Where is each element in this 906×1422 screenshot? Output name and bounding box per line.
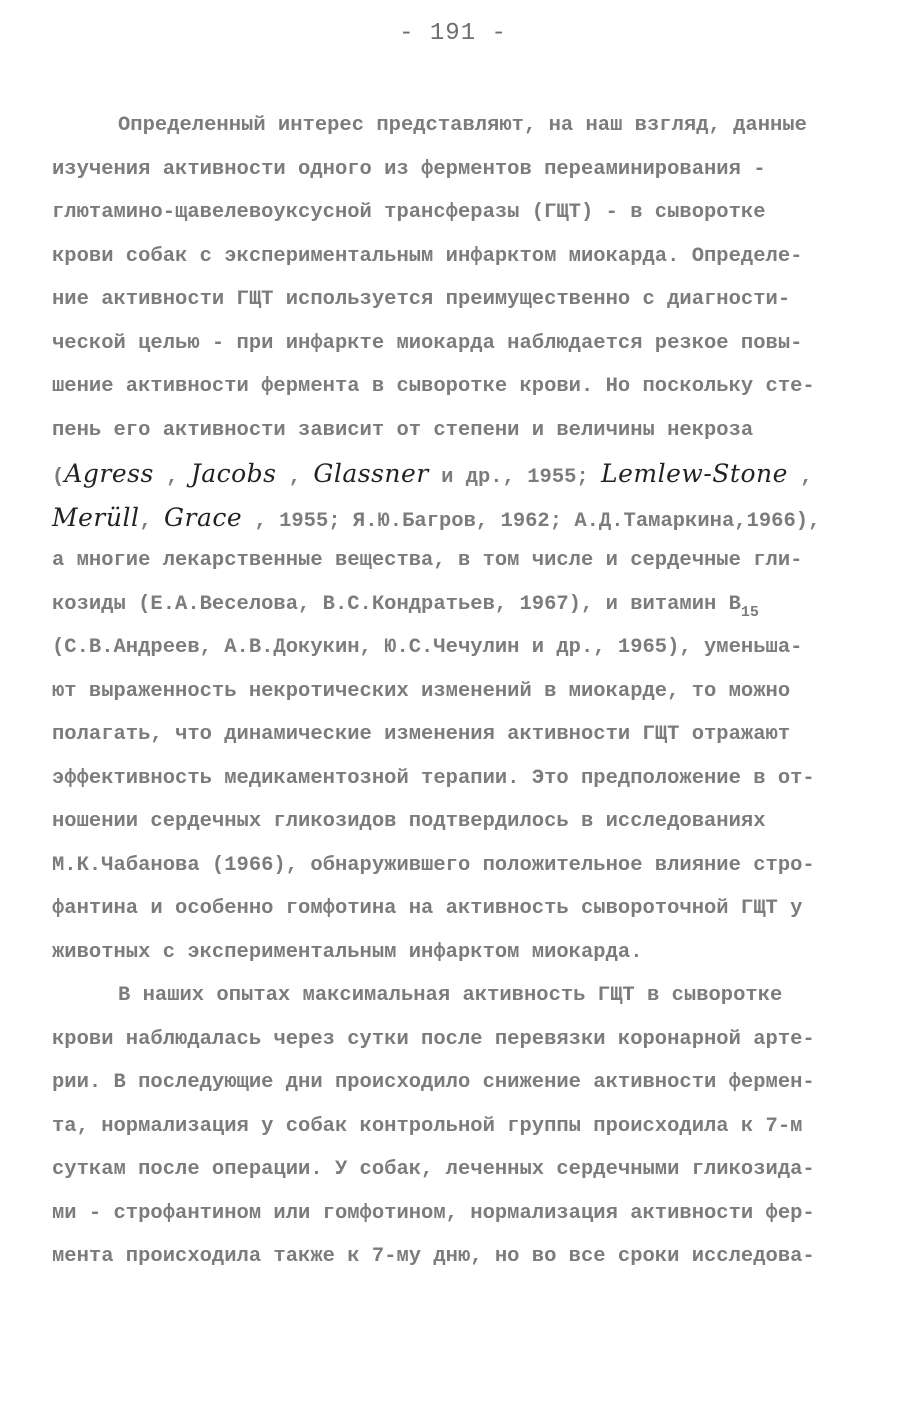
text-line: фантина и особенно гомфотина на активность сывороточной ГЩТ у <box>52 897 803 920</box>
separator: , <box>276 466 314 489</box>
text-line: та, нормализация у собак контрольной группы происходила к 7-м <box>52 1114 803 1138</box>
citation-line <box>52 496 872 540</box>
text-line: ческой целью - при инфаркте миокарда наблюдается резкое повы- <box>52 331 803 355</box>
subscript: 15 <box>740 603 759 621</box>
text-line: ми - строфантином или гомфотином, нормализация активности фер- <box>52 1201 815 1225</box>
text-line: суткам после операции. У собак, леченных сердечными гликозида- <box>52 1158 815 1181</box>
citation-text: , 1955; Я.Ю.Багров, 1962; А.Д.Тамаркина,1966), <box>242 509 821 533</box>
text-line: В наших опытах максимальная активность ГЩТ в сыворотке <box>118 984 783 1007</box>
text-line: (С.В.Андреев, А.В.Докукин, Ю.С.Чечулин и др., 1965), уменьша- <box>52 636 803 659</box>
text-line: а многие лекарственные вещества, в том числе и сердечные гли- <box>52 549 803 572</box>
text-line: пень его активности зависит от степени и величины некроза <box>52 418 754 442</box>
text-line: М.К.Чабанова (1966), обнаружившего положительное влияние стро- <box>52 853 815 877</box>
text-line: рии. В последующие дни происходило снижение активности фермен- <box>52 1071 815 1094</box>
text-line: эффективность медикаментозной терапии. Это предположение в от- <box>52 766 815 790</box>
text-line: Определенный интерес представляют, на наш взгляд, данные <box>118 114 807 137</box>
handwritten-author: Merüll <box>52 502 140 532</box>
text-line: глютамино-щавелевоуксусной трансферазы (ГЩТ) - в сыворотке <box>52 201 766 224</box>
separator: , <box>153 466 191 489</box>
separator: , <box>787 466 813 489</box>
handwritten-author: Lemlew-Stone <box>601 459 788 488</box>
text-line: полагать, что динамические изменения активности ГЩТ отражают <box>52 723 791 746</box>
citation-open: ( <box>52 466 65 489</box>
citation-line <box>52 452 872 496</box>
body-text <box>52 104 872 1279</box>
text-line: крови собак с экспериментальным инфарктом миокарда. Определе- <box>52 244 803 268</box>
text-line: шение активности фермента в сыворотке крови. Но поскольку сте- <box>52 375 815 398</box>
text-line: ношении сердечных гликозидов подтвердилось в исследованиях <box>52 810 766 833</box>
handwritten-author: Grace <box>164 502 243 532</box>
handwritten-author: Glassner <box>313 459 429 488</box>
handwritten-author: Agress <box>64 459 154 488</box>
text-line <box>52 583 872 627</box>
text-line: изучения активности одного из ферментов переаминирования - <box>52 157 766 181</box>
text-line: мента происходила также к 7-му дню, но во все сроки исследова- <box>52 1245 815 1268</box>
citation-text: и др., 1955; <box>428 466 602 489</box>
text-line: крови наблюдалась через сутки после перевязки коронарной арте- <box>52 1027 815 1051</box>
text-line: ние активности ГЩТ используется преимущественно с диагности- <box>52 288 791 311</box>
text-line: ют выраженность некротических изменений в миокарде, то можно <box>52 679 791 703</box>
text-line: животных с экспериментальным инфарктом миокарда. <box>52 940 643 964</box>
line-text: козиды (Е.А.Веселова, В.С.Кондратьев, 1967), и витамин В <box>52 592 741 616</box>
separator: , <box>139 509 165 533</box>
handwritten-author: Jacobs <box>190 459 277 488</box>
page-number: - 191 - <box>399 20 507 47</box>
